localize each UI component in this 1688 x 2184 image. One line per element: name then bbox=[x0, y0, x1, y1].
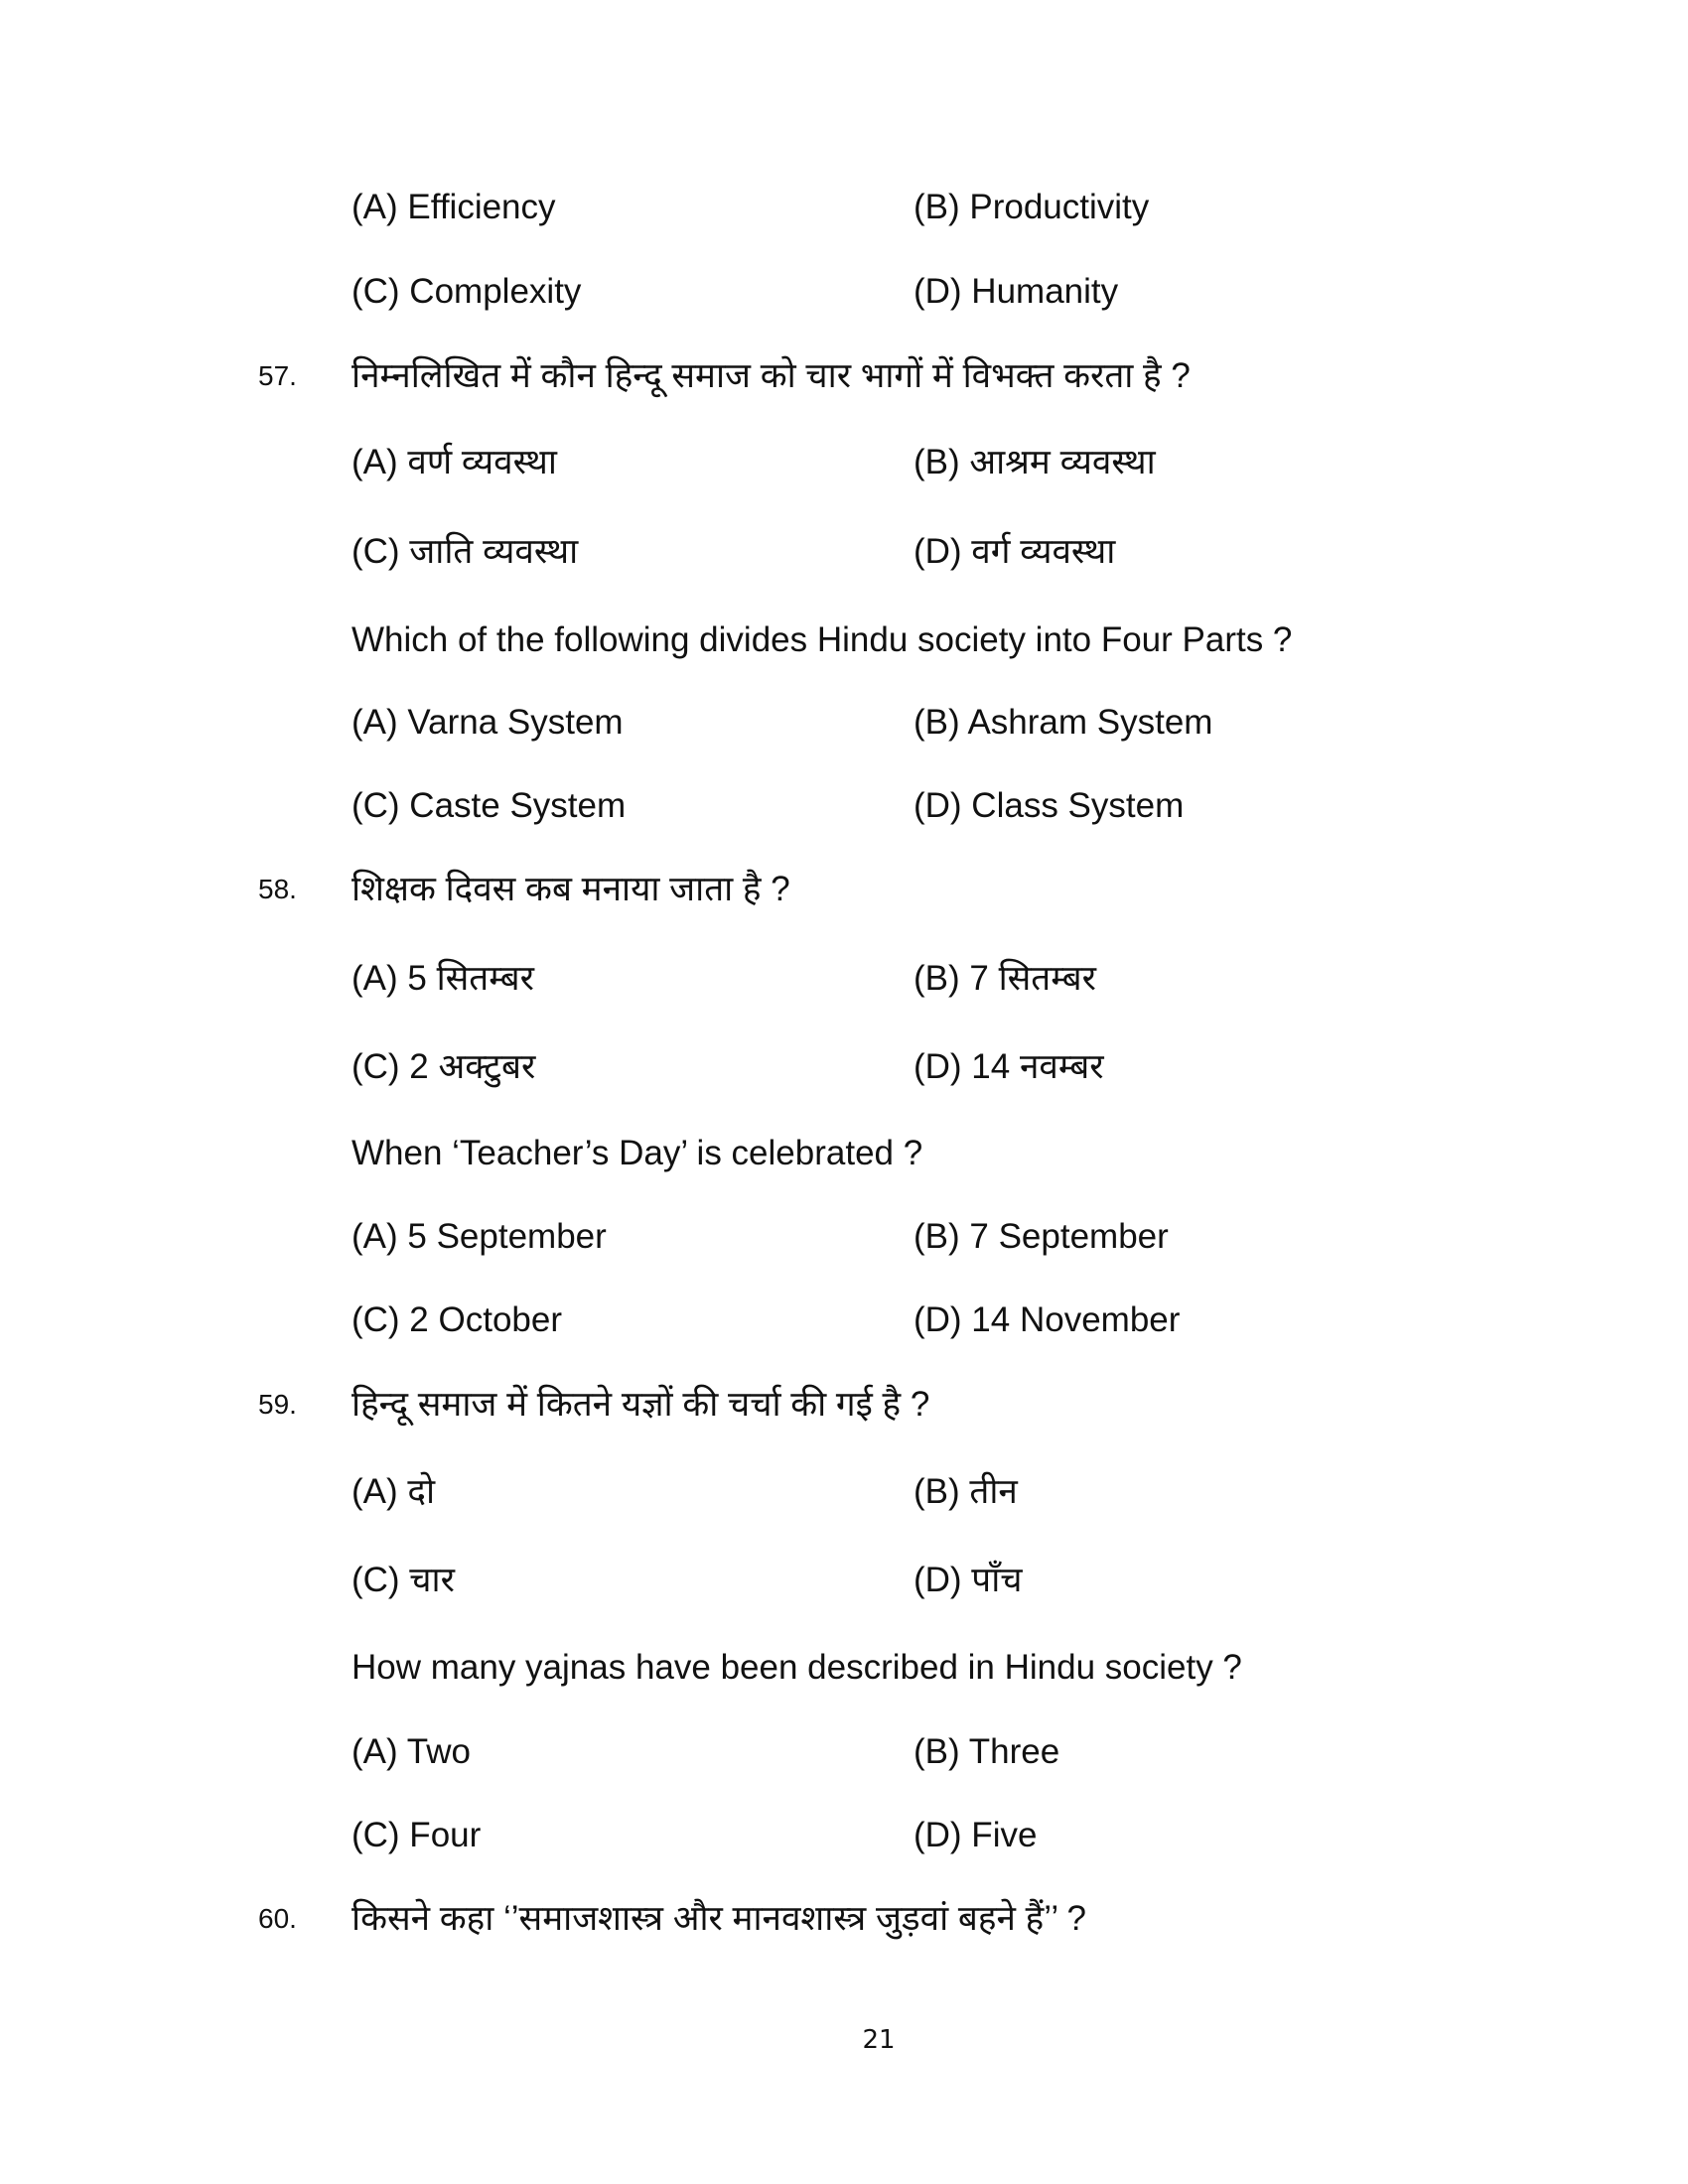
question-english: Which of the following divides Hindu society into Four Parts ? bbox=[352, 620, 1293, 659]
option-d-english: (D) 14 November bbox=[914, 1300, 1181, 1339]
option-d-english: (D) Class System bbox=[914, 786, 1185, 825]
option-c-english: (C) 2 October bbox=[352, 1300, 562, 1339]
option-d-english: (D) Five bbox=[914, 1816, 1038, 1854]
option-a-hindi: (A) वर्ण व्यवस्था bbox=[352, 443, 557, 481]
option-c: (C) Complexity bbox=[352, 272, 582, 311]
option-a: (A) Efficiency bbox=[352, 188, 556, 226]
option-c-english: (C) Caste System bbox=[352, 786, 627, 825]
question-number: 59. bbox=[258, 1389, 297, 1420]
option-d-hindi: (D) पाँच bbox=[914, 1561, 1023, 1599]
option-a-english: (A) Varna System bbox=[352, 703, 624, 742]
option-d: (D) Humanity bbox=[914, 272, 1119, 311]
option-b-english: (B) Ashram System bbox=[914, 703, 1213, 742]
option-b-hindi: (B) तीन bbox=[914, 1472, 1018, 1511]
option-b-english: (B) Three bbox=[914, 1732, 1060, 1771]
option-a-hindi: (A) 5 सितम्बर bbox=[352, 959, 534, 998]
option-c-hindi: (C) 2 अक्टुबर bbox=[352, 1047, 536, 1086]
option-d-hindi: (D) 14 नवम्बर bbox=[914, 1047, 1104, 1086]
option-b: (B) Productivity bbox=[914, 188, 1150, 226]
question-english: How many yajnas have been described in Hindu society ? bbox=[352, 1648, 1242, 1687]
option-d-hindi: (D) वर्ग व्यवस्था bbox=[914, 532, 1116, 571]
page-number: 21 bbox=[862, 2025, 896, 2055]
question-hindi: किसने कहा ‘’समाजशास्त्र और मानवशास्त्र जुड़वां बहने हैं’’ ? bbox=[352, 1899, 1087, 1938]
option-a-hindi: (A) दो bbox=[352, 1472, 436, 1511]
question-hindi: निम्नलिखित में कौन हिन्दू समाज को चार भागों में विभक्त करता है ? bbox=[352, 356, 1191, 395]
option-c-hindi: (C) चार bbox=[352, 1561, 455, 1599]
option-b-english: (B) 7 September bbox=[914, 1217, 1169, 1256]
question-number: 57. bbox=[258, 360, 297, 391]
question-number: 58. bbox=[258, 874, 297, 904]
option-a-english: (A) 5 September bbox=[352, 1217, 607, 1256]
option-a-english: (A) Two bbox=[352, 1732, 471, 1771]
option-b-hindi: (B) 7 सितम्बर bbox=[914, 959, 1096, 998]
question-english: When ‘Teacher’s Day’ is celebrated ? bbox=[352, 1134, 923, 1172]
option-b-hindi: (B) आश्रम व्यवस्था bbox=[914, 443, 1156, 481]
option-c-english: (C) Four bbox=[352, 1816, 482, 1854]
option-c-hindi: (C) जाति व्यवस्था bbox=[352, 532, 579, 571]
question-hindi: हिन्दू समाज में कितने यज्ञों की चर्चा की गई है ? bbox=[352, 1385, 930, 1424]
question-hindi: शिक्षक दिवस कब मनाया जाता है ? bbox=[352, 870, 790, 908]
question-number: 60. bbox=[258, 1903, 297, 1934]
